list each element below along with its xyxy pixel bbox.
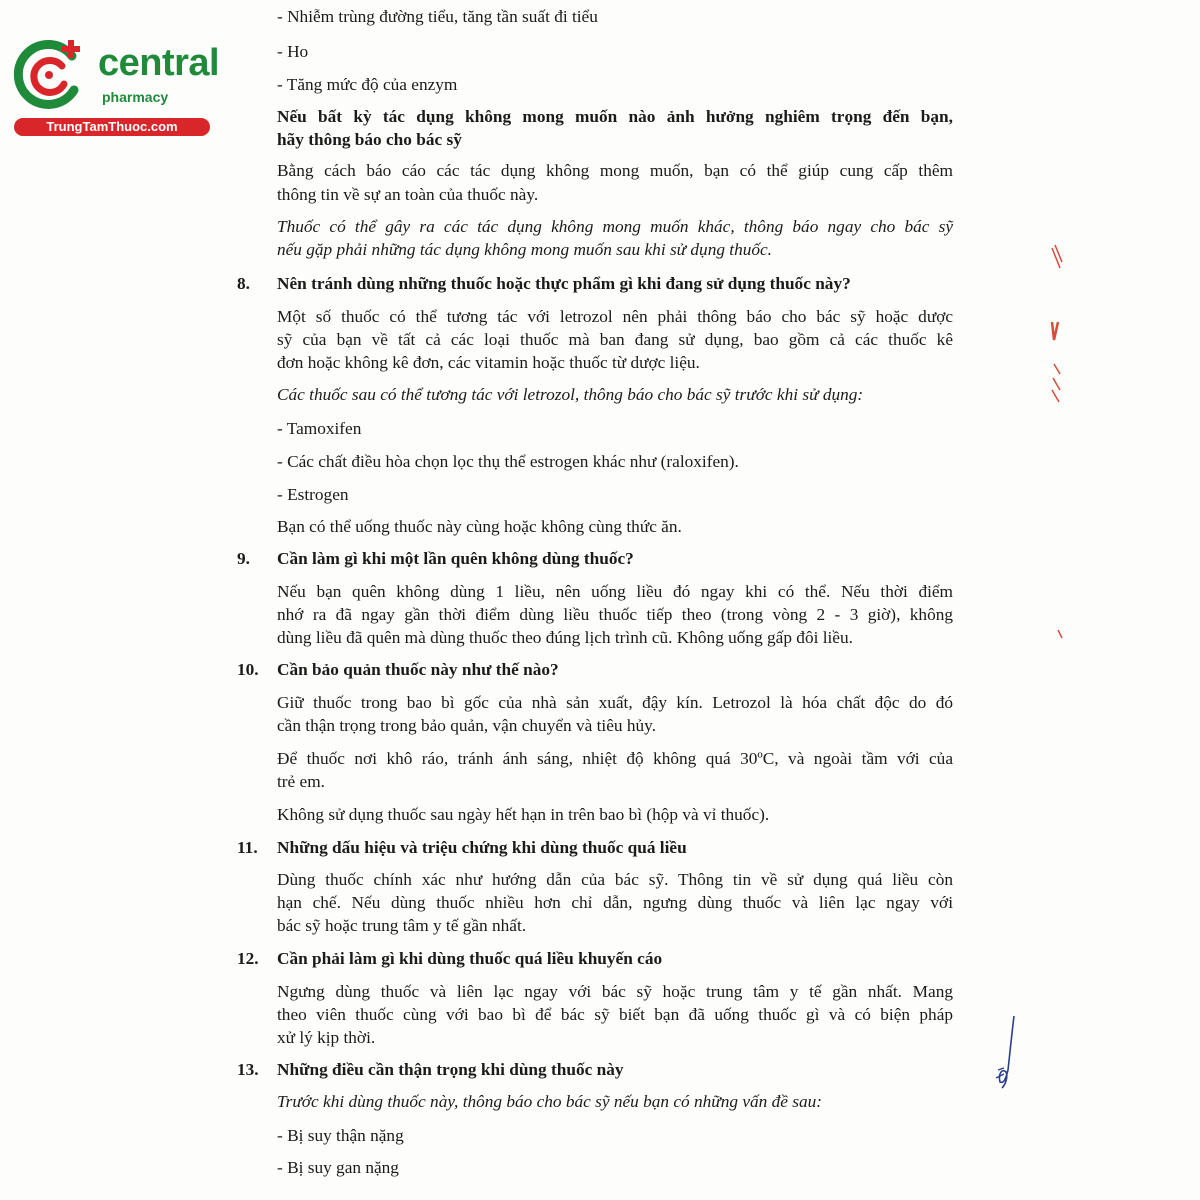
paragraph-line: Một số thuốc có thể tương tác với letrozol nên phải thông báo cho bác sỹ hoặc dược <box>277 307 953 326</box>
logo-url: TrungTamThuoc.com <box>14 118 210 136</box>
section-title: Cần phải làm gì khi dùng thuốc quá liều khuyến cáo <box>277 949 663 968</box>
italic-line: Các thuốc sau có thể tương tác với letrozol, thông báo cho bác sỹ trước khi sử dụng: <box>277 385 864 404</box>
list-item: - Ho <box>277 42 309 61</box>
paragraph-line: thông tin về sự an toàn của thuốc này. <box>277 185 539 204</box>
paragraph-line: Để thuốc nơi khô ráo, tránh ánh sáng, nhiệt độ không quá 30ºC, và ngoài tầm với của <box>277 749 953 768</box>
list-item: - Tăng mức độ của enzym <box>277 75 458 94</box>
paragraph-line: Bạn có thể uống thuốc này cùng hoặc không cùng thức ăn. <box>277 517 682 536</box>
section-number: 12. <box>237 949 259 968</box>
section-number: 11. <box>237 838 258 857</box>
pharmacy-logo <box>12 38 220 138</box>
section-title: Những dấu hiệu và triệu chứng khi dùng thuốc quá liều <box>277 838 687 857</box>
warning-line: Nếu bất kỳ tác dụng không mong muốn nào ảnh hưởng nghiêm trọng đến bạn, <box>277 107 953 126</box>
list-item: - Nhiễm trùng đường tiểu, tăng tần suất đi tiểu <box>277 7 598 26</box>
section-title: Cần làm gì khi một lần quên không dùng thuốc? <box>277 549 634 568</box>
paragraph-line: cần thận trọng trong bảo quản, vận chuyển và tiêu hủy. <box>277 716 656 735</box>
paragraph-line: sỹ của bạn về tất cả các loại thuốc mà ban đang sử dụng, bao gồm cả các thuốc kê <box>277 330 953 349</box>
paragraph-line: nhớ ra đã ngay gần thời điểm dùng liều thuốc tiếp theo (trong vòng 2 - 3 giờ), không <box>277 605 953 624</box>
signature-icon <box>990 1012 1030 1092</box>
central-pharmacy-logo-icon <box>12 38 90 110</box>
paragraph-line: bác sỹ hoặc trung tâm y tế gần nhất. <box>277 916 527 935</box>
section-number: 13. <box>237 1060 259 1079</box>
list-item: - Bị suy gan nặng <box>277 1158 399 1177</box>
section-title: Những điều cần thận trọng khi dùng thuốc này <box>277 1060 624 1079</box>
italic-line: Thuốc có thể gây ra các tác dụng không mong muốn khác, thông báo ngay cho bác sỹ <box>277 217 953 236</box>
paragraph-line: Nếu bạn quên không dùng 1 liều, nên uống liều đó ngay khi có thể. Nếu thời điểm <box>277 582 953 601</box>
paragraph-line: Giữ thuốc trong bao bì gốc của nhà sản xuất, đậy kín. Letrozol là hóa chất độc do đó <box>277 693 953 712</box>
paragraph-line: Không sử dụng thuốc sau ngày hết hạn in trên bao bì (hộp và vỉ thuốc). <box>277 805 770 824</box>
section-number: 8. <box>237 274 250 293</box>
paragraph-line: hạn chế. Nếu dùng thuốc nhiều hơn chỉ dẫn, ngưng dùng thuốc và liên lạc ngay với <box>277 893 953 912</box>
paragraph-line: dùng liều đã quên mà dùng thuốc theo đúng lịch trình cũ. Không uống gấp đôi liều. <box>277 628 853 647</box>
paragraph-line: đơn hoặc không kê đơn, các vitamin hoặc thuốc từ dược liệu. <box>277 353 700 372</box>
section-title: Nên tránh dùng những thuốc hoặc thực phẩm gì khi đang sử dụng thuốc này? <box>277 274 851 293</box>
section-number: 9. <box>237 549 250 568</box>
paragraph-line: Dùng thuốc chính xác như hướng dẫn của bác sỹ. Thông tin về sử dụng quá liều còn <box>277 870 953 889</box>
paragraph-line: trẻ em. <box>277 772 325 791</box>
section-number: 10. <box>237 660 259 679</box>
italic-line: nếu gặp phải những tác dụng không mong muốn sau khi sử dụng thuốc. <box>277 240 773 259</box>
section-title: Cần bảo quản thuốc này như thế nào? <box>277 660 559 679</box>
italic-line: Trước khi dùng thuốc này, thông báo cho bác sỹ nếu bạn có những vấn đề sau: <box>277 1092 822 1111</box>
paragraph-line: Ngưng dùng thuốc và liên lạc ngay với bác sỹ hoặc trung tâm y tế gần nhất. Mang <box>277 982 953 1001</box>
paragraph-line: theo viên thuốc cùng với bao bì để bác sỹ biết bạn đã uống thuốc gì và có biện pháp <box>277 1005 953 1024</box>
list-item: - Bị suy thận nặng <box>277 1126 404 1145</box>
logo-subtitle: pharmacy <box>102 89 169 105</box>
warning-line: hãy thông báo cho bác sỹ <box>277 130 462 149</box>
paragraph-line: Bằng cách báo cáo các tác dụng không mong muốn, bạn có thể giúp cung cấp thêm <box>277 161 953 180</box>
list-item: - Estrogen <box>277 485 349 504</box>
logo-name: central <box>98 42 220 84</box>
list-item: - Các chất điều hòa chọn lọc thụ thể estrogen khác như (raloxifen). <box>277 452 739 471</box>
stamp-fragment-icon <box>1046 240 1066 410</box>
list-item: - Tamoxifen <box>277 419 362 438</box>
paragraph-line: xử lý kịp thời. <box>277 1028 376 1047</box>
stamp-dot-icon <box>1056 628 1064 640</box>
